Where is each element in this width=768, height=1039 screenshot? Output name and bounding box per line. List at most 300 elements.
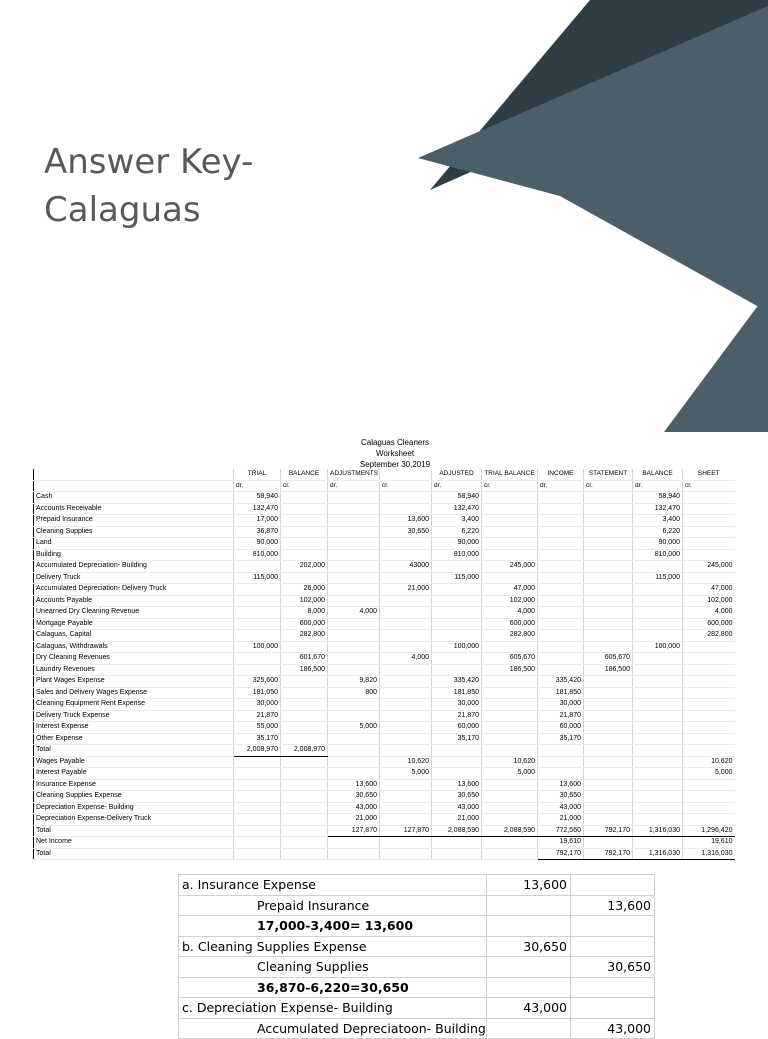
amount-cell	[380, 733, 432, 745]
amount-cell	[234, 561, 281, 573]
journal-debit: 43,000	[487, 998, 571, 1019]
amount-cell	[234, 618, 281, 630]
amount-cell	[538, 492, 584, 504]
amount-cell	[281, 756, 328, 768]
amount-cell	[633, 561, 683, 573]
amount-cell: 5,000	[683, 768, 735, 780]
worksheet-row	[34, 549, 735, 561]
amount-cell	[328, 745, 380, 757]
amount-cell: 132,470	[234, 503, 281, 515]
amount-cell: dr.	[538, 480, 584, 492]
account-name: Interest Payable	[34, 768, 234, 780]
amount-cell	[683, 779, 735, 791]
amount-cell	[683, 802, 735, 814]
amount-cell: SHEET	[683, 469, 735, 480]
worksheet-row	[34, 825, 735, 837]
amount-cell	[328, 618, 380, 630]
amount-cell	[432, 584, 482, 596]
amount-cell	[538, 595, 584, 607]
journal-credit	[571, 916, 655, 937]
amount-cell	[328, 699, 380, 711]
worksheet-row	[34, 584, 735, 596]
amount-cell: 5,000	[380, 768, 432, 780]
worksheet-row	[34, 756, 735, 768]
worksheet-date: September 30,2019	[359, 460, 431, 469]
amount-cell: 13,600	[432, 779, 482, 791]
amount-cell	[328, 733, 380, 745]
journal-row	[179, 957, 655, 978]
amount-cell	[234, 630, 281, 642]
journal-row	[179, 977, 655, 998]
amount-cell: 19,610	[538, 837, 584, 849]
amount-cell	[432, 618, 482, 630]
worksheet-name: Worksheet	[375, 449, 415, 458]
slide-title	[44, 138, 253, 234]
amount-cell	[328, 515, 380, 527]
account-name: Laundry Revenues	[34, 664, 234, 676]
worksheet-header	[300, 437, 490, 470]
amount-cell: 30,000	[432, 699, 482, 711]
amount-cell	[584, 699, 633, 711]
amount-cell	[584, 492, 633, 504]
amount-cell	[633, 699, 683, 711]
amount-cell	[234, 756, 281, 768]
amount-cell	[584, 618, 633, 630]
amount-cell: 181,850	[432, 687, 482, 699]
amount-cell: INCOME	[538, 469, 584, 480]
amount-cell: 5,000	[482, 768, 538, 780]
amount-cell	[683, 503, 735, 515]
account-name: Total	[34, 745, 234, 757]
amount-cell	[281, 837, 328, 849]
amount-cell	[633, 595, 683, 607]
amount-cell	[432, 630, 482, 642]
amount-cell	[482, 526, 538, 538]
amount-cell	[482, 722, 538, 734]
amount-cell: 810,000	[432, 549, 482, 561]
amount-cell	[482, 538, 538, 550]
journal-debit: 13,600	[487, 875, 571, 896]
amount-cell	[538, 607, 584, 619]
amount-cell	[328, 710, 380, 722]
worksheet-row	[34, 618, 735, 630]
amount-cell: 335,420	[432, 676, 482, 688]
journal-account: Accumulated Depreciatoon- Building	[179, 1018, 487, 1039]
amount-cell	[584, 710, 633, 722]
amount-cell	[281, 768, 328, 780]
amount-cell: 21,000	[538, 814, 584, 826]
amount-cell	[234, 837, 281, 849]
amount-cell: 90,000	[633, 538, 683, 550]
amount-cell	[482, 676, 538, 688]
account-name: Building	[34, 549, 234, 561]
amount-cell	[584, 641, 633, 653]
amount-cell	[432, 837, 482, 849]
amount-cell	[328, 526, 380, 538]
amount-cell	[328, 756, 380, 768]
amount-cell	[482, 733, 538, 745]
amount-cell: dr.	[328, 480, 380, 492]
journal-row	[179, 998, 655, 1019]
account-name: Wages Payable	[34, 756, 234, 768]
amount-cell: 21,870	[538, 710, 584, 722]
amount-cell: 90,000	[234, 538, 281, 550]
amount-cell: 6,220	[633, 526, 683, 538]
amount-cell: dr.	[432, 480, 482, 492]
amount-cell: 26,000	[281, 584, 328, 596]
amount-cell	[281, 549, 328, 561]
amount-cell	[432, 768, 482, 780]
amount-cell	[281, 526, 328, 538]
amount-cell	[584, 814, 633, 826]
amount-cell	[538, 653, 584, 665]
journal-account: 36,870-6,220=30,650	[179, 977, 487, 998]
amount-cell	[482, 802, 538, 814]
amount-cell: 5,000	[328, 722, 380, 734]
amount-cell: 600,000	[482, 618, 538, 630]
amount-cell	[380, 607, 432, 619]
amount-cell	[482, 745, 538, 757]
amount-cell	[432, 848, 482, 860]
amount-cell	[281, 848, 328, 860]
amount-cell: 21,870	[432, 710, 482, 722]
amount-cell: 58,940	[432, 492, 482, 504]
amount-cell	[538, 503, 584, 515]
amount-cell	[281, 722, 328, 734]
amount-cell: 282,800	[482, 630, 538, 642]
amount-cell	[584, 572, 633, 584]
amount-cell: 43,000	[538, 802, 584, 814]
journal-credit: 43,000	[571, 1018, 655, 1039]
amount-cell	[633, 756, 683, 768]
journal-credit	[571, 875, 655, 896]
account-name	[34, 469, 234, 480]
amount-cell: 43000	[380, 561, 432, 573]
worksheet-row	[34, 802, 735, 814]
amount-cell: TRIAL BALANCE	[482, 469, 538, 480]
amount-cell	[538, 630, 584, 642]
worksheet-row	[34, 791, 735, 803]
worksheet-row	[34, 722, 735, 734]
worksheet-row	[34, 814, 735, 826]
amount-cell	[328, 653, 380, 665]
amount-cell	[584, 584, 633, 596]
amount-cell	[633, 676, 683, 688]
amount-cell: 2,088,590	[482, 825, 538, 837]
amount-cell	[380, 641, 432, 653]
amount-cell	[432, 756, 482, 768]
amount-cell	[683, 664, 735, 676]
amount-cell	[633, 745, 683, 757]
journal-row	[179, 936, 655, 957]
amount-cell	[482, 779, 538, 791]
account-name: Other Expense	[34, 733, 234, 745]
journal-credit	[571, 977, 655, 998]
amount-cell	[584, 768, 633, 780]
amount-cell	[380, 572, 432, 584]
amount-cell	[482, 549, 538, 561]
amount-cell	[234, 802, 281, 814]
amount-cell: 19,610	[683, 837, 735, 849]
amount-cell	[482, 710, 538, 722]
amount-cell: 30,650	[432, 791, 482, 803]
amount-cell	[683, 814, 735, 826]
amount-cell	[234, 664, 281, 676]
amount-cell	[633, 722, 683, 734]
worksheet-row	[34, 561, 735, 573]
amount-cell: 2,008,970	[234, 745, 281, 757]
amount-cell	[281, 825, 328, 837]
amount-cell	[584, 733, 633, 745]
amount-cell: 30,000	[538, 699, 584, 711]
journal-account: 17,000-3,400= 13,600	[179, 916, 487, 937]
amount-cell	[584, 561, 633, 573]
amount-cell: 335,420	[538, 676, 584, 688]
amount-cell	[683, 515, 735, 527]
amount-cell	[633, 618, 683, 630]
amount-cell	[281, 779, 328, 791]
amount-cell	[584, 676, 633, 688]
amount-cell: 60,000	[538, 722, 584, 734]
amount-cell	[683, 538, 735, 550]
account-name: Land	[34, 538, 234, 550]
worksheet-row	[34, 630, 735, 642]
amount-cell: 2,088,590	[432, 825, 482, 837]
amount-cell	[432, 664, 482, 676]
amount-cell: 4,000	[328, 607, 380, 619]
amount-cell	[584, 630, 633, 642]
amount-cell: 4,000	[380, 653, 432, 665]
amount-cell	[328, 641, 380, 653]
amount-cell	[432, 595, 482, 607]
amount-cell: 792,170	[584, 825, 633, 837]
amount-cell: 6,220	[432, 526, 482, 538]
amount-cell	[328, 584, 380, 596]
amount-cell: 2,008,970	[281, 745, 328, 757]
amount-cell	[633, 779, 683, 791]
amount-cell	[584, 722, 633, 734]
amount-cell	[281, 572, 328, 584]
amount-cell	[380, 848, 432, 860]
worksheet-row	[34, 607, 735, 619]
amount-cell: 35,170	[234, 733, 281, 745]
amount-cell	[328, 503, 380, 515]
amount-cell: 8,000	[281, 607, 328, 619]
amount-cell	[380, 595, 432, 607]
amount-cell	[683, 791, 735, 803]
amount-cell	[234, 595, 281, 607]
amount-cell	[538, 756, 584, 768]
account-name: Total	[34, 848, 234, 860]
amount-cell: 43,000	[432, 802, 482, 814]
amount-cell: 13,600	[538, 779, 584, 791]
amount-cell	[281, 710, 328, 722]
amount-cell	[328, 837, 380, 849]
deco-shape-lower-wedge	[664, 292, 768, 432]
amount-cell	[380, 469, 432, 480]
amount-cell	[683, 492, 735, 504]
amount-cell	[380, 837, 432, 849]
amount-cell: cr.	[482, 480, 538, 492]
amount-cell: 282,800	[281, 630, 328, 642]
account-name: Calaguas, Withdrawals	[34, 641, 234, 653]
amount-cell: 21,870	[234, 710, 281, 722]
amount-cell	[234, 584, 281, 596]
account-name: Sales and Delivery Wages Expense	[34, 687, 234, 699]
amount-cell: cr.	[683, 480, 735, 492]
journal-row	[179, 916, 655, 937]
amount-cell	[234, 768, 281, 780]
amount-cell: 102,000	[281, 595, 328, 607]
journal-account: b. Cleaning Supplies Expense	[179, 936, 487, 957]
amount-cell: 100,000	[633, 641, 683, 653]
amount-cell: 30,650	[328, 791, 380, 803]
amount-cell: 100,000	[432, 641, 482, 653]
amount-cell	[482, 848, 538, 860]
amount-cell	[380, 745, 432, 757]
amount-cell	[538, 768, 584, 780]
amount-cell	[584, 802, 633, 814]
amount-cell	[380, 710, 432, 722]
amount-cell	[683, 526, 735, 538]
amount-cell	[328, 538, 380, 550]
amount-cell	[538, 515, 584, 527]
amount-cell	[584, 595, 633, 607]
amount-cell: 605,670	[482, 653, 538, 665]
amount-cell: 605,670	[584, 653, 633, 665]
amount-cell	[482, 572, 538, 584]
amount-cell: 3,400	[432, 515, 482, 527]
amount-cell	[281, 492, 328, 504]
worksheet-row	[34, 572, 735, 584]
journal-account: c. Depreciation Expense- Building	[179, 998, 487, 1019]
worksheet-row	[34, 503, 735, 515]
amount-cell	[538, 538, 584, 550]
amount-cell: 3,400	[633, 515, 683, 527]
worksheet-row	[34, 699, 735, 711]
amount-cell: 282,800	[683, 630, 735, 642]
amount-cell: 47,000	[683, 584, 735, 596]
amount-cell: 4,000	[683, 607, 735, 619]
amount-cell: 4,000	[482, 607, 538, 619]
amount-cell	[281, 802, 328, 814]
amount-cell	[633, 837, 683, 849]
account-name: Accumulated Depreciation- Delivery Truck	[34, 584, 234, 596]
amount-cell	[683, 641, 735, 653]
amount-cell: ADJUSTMENTS	[328, 469, 380, 480]
worksheet-row	[34, 515, 735, 527]
amount-cell: BALANCE	[633, 469, 683, 480]
amount-cell: 1,316,030	[683, 848, 735, 860]
amount-cell	[683, 699, 735, 711]
amount-cell: 13,600	[380, 515, 432, 527]
journal-debit	[487, 1018, 571, 1039]
worksheet-row	[34, 745, 735, 757]
amount-cell	[633, 733, 683, 745]
title-line-1: Answer Key-	[44, 142, 254, 182]
amount-cell	[633, 710, 683, 722]
amount-cell	[234, 607, 281, 619]
amount-cell	[683, 676, 735, 688]
account-name: Cash	[34, 492, 234, 504]
amount-cell: BALANCE	[281, 469, 328, 480]
amount-cell: 21,000	[380, 584, 432, 596]
journal-credit: 13,600	[571, 895, 655, 916]
amount-cell: 47,000	[482, 584, 538, 596]
amount-cell: 800	[328, 687, 380, 699]
amount-cell: 186,500	[281, 664, 328, 676]
journal-debit	[487, 977, 571, 998]
account-name: Interest Expense	[34, 722, 234, 734]
amount-cell	[683, 733, 735, 745]
amount-cell: 186,500	[482, 664, 538, 676]
worksheet-row	[34, 768, 735, 780]
amount-cell: 810,000	[633, 549, 683, 561]
amount-cell: 1,316,030	[633, 825, 683, 837]
amount-cell: 181,850	[538, 687, 584, 699]
amount-cell: 127,870	[328, 825, 380, 837]
worksheet-row	[34, 837, 735, 849]
amount-cell: 21,000	[432, 814, 482, 826]
amount-cell: 10,620	[380, 756, 432, 768]
amount-cell	[328, 630, 380, 642]
amount-cell	[380, 549, 432, 561]
account-name: Mortgage Payable	[34, 618, 234, 630]
journal-account: Cleaning Supplies	[179, 957, 487, 978]
amount-cell	[380, 664, 432, 676]
journal-credit: 30,650	[571, 957, 655, 978]
amount-cell	[633, 768, 683, 780]
amount-cell: 181,050	[234, 687, 281, 699]
amount-cell	[281, 687, 328, 699]
worksheet-company: Calaguas Cleaners	[360, 438, 430, 447]
amount-cell	[633, 687, 683, 699]
amount-cell	[633, 653, 683, 665]
amount-cell	[380, 791, 432, 803]
amount-cell: 35,170	[538, 733, 584, 745]
amount-cell	[328, 549, 380, 561]
amount-cell: 245,000	[482, 561, 538, 573]
amount-cell	[633, 802, 683, 814]
amount-cell	[633, 791, 683, 803]
amount-cell	[281, 699, 328, 711]
amount-cell: 13,600	[328, 779, 380, 791]
amount-cell: 115,000	[432, 572, 482, 584]
worksheet-row	[34, 526, 735, 538]
amount-cell: dr.	[234, 480, 281, 492]
amount-cell: 127,870	[380, 825, 432, 837]
journal-debit	[487, 957, 571, 978]
amount-cell	[683, 549, 735, 561]
amount-cell: 58,940	[633, 492, 683, 504]
journal-account: Prepaid Insurance	[179, 895, 487, 916]
worksheet-row	[34, 538, 735, 550]
amount-cell	[584, 538, 633, 550]
amount-cell: 60,000	[432, 722, 482, 734]
amount-cell	[281, 503, 328, 515]
worksheet-header-row	[34, 480, 735, 492]
amount-cell	[584, 837, 633, 849]
amount-cell	[538, 745, 584, 757]
amount-cell	[584, 549, 633, 561]
journal-credit	[571, 998, 655, 1019]
amount-cell	[584, 607, 633, 619]
amount-cell: 21,000	[328, 814, 380, 826]
account-name: Total	[34, 825, 234, 837]
worksheet-table	[33, 469, 735, 860]
account-name: Depreciation Expense- Building	[34, 802, 234, 814]
amount-cell	[234, 779, 281, 791]
